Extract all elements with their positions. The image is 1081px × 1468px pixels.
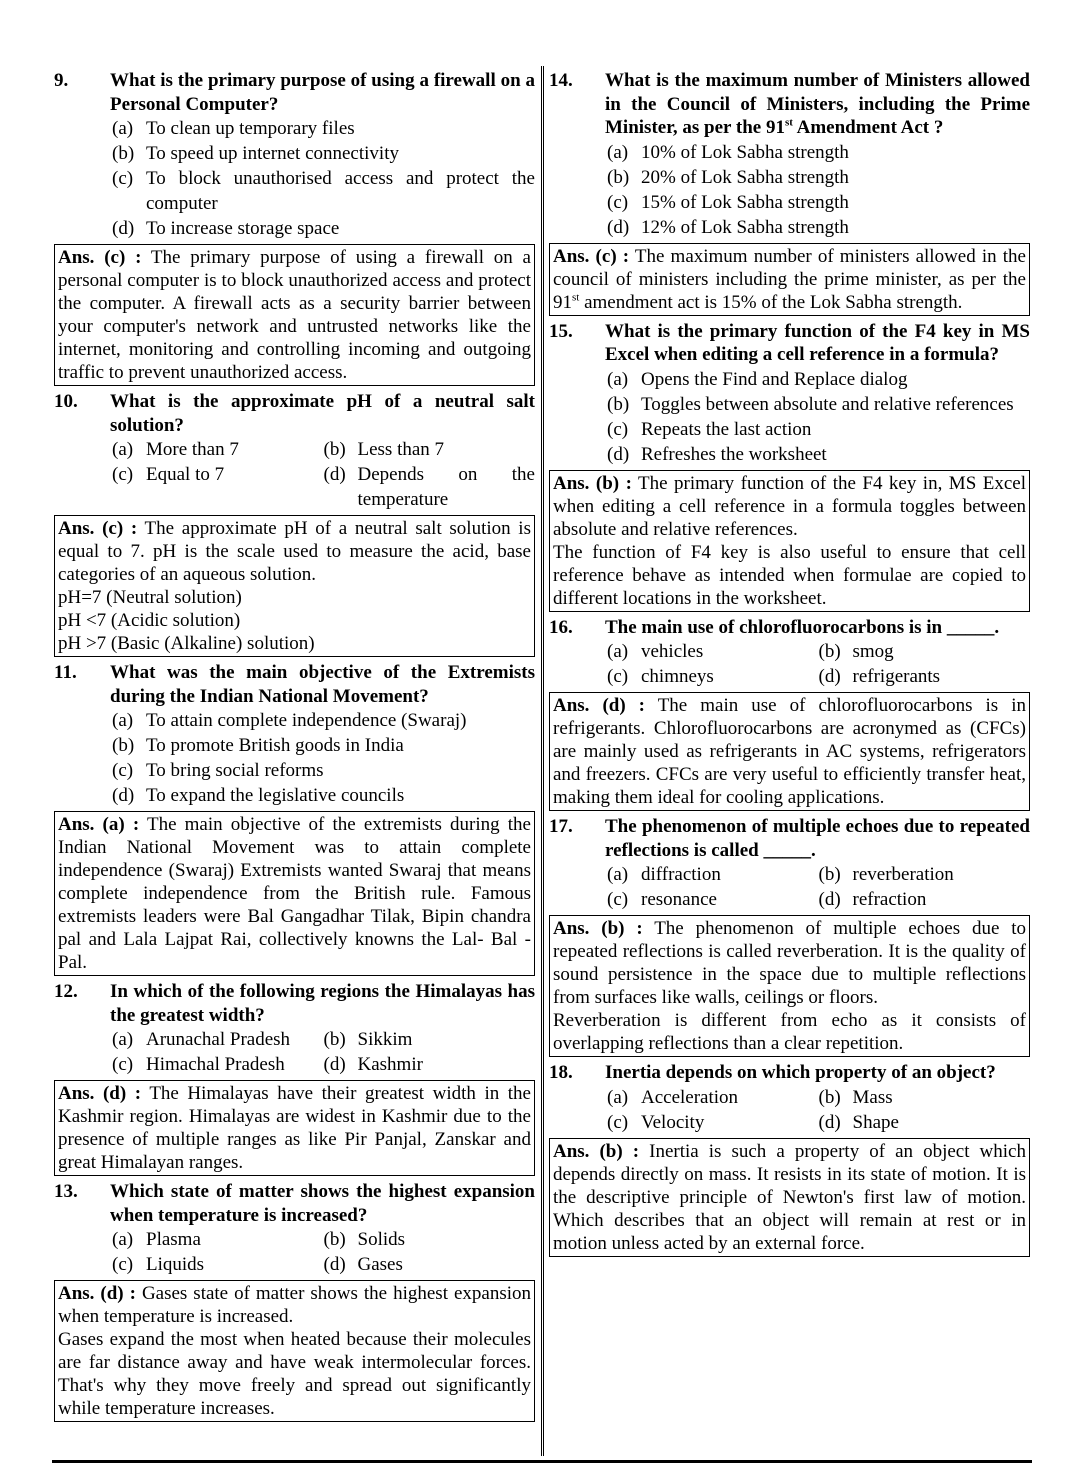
answer-text: Inertia is such a property of an object which depends directly on mass. It resists in its state of motion. It is the descriptive principle of Newton's first law of motion. Which describes that an object will remain at rest or in motion unless acted by an external force. — [553, 1140, 1026, 1254]
option-text: chimneys — [641, 666, 714, 687]
answer-paragraph — [58, 1082, 531, 1174]
answer-label: Ans. (a) : — [58, 814, 140, 835]
question — [54, 69, 535, 116]
option-text: Arunachal Pradesh — [146, 1029, 291, 1050]
question-block — [54, 390, 535, 657]
option — [112, 783, 535, 808]
question-number: 14. — [549, 70, 573, 91]
answer-text: Reverberation is different from echo as it consists of overlapping reflections than a clear repetition. — [553, 1010, 1026, 1054]
option-text: To attain complete independence (Swaraj) — [146, 710, 467, 731]
option-row — [607, 887, 1030, 912]
question-text: What was the main objective of the Extremists during the Indian National Movement? — [110, 662, 535, 707]
option — [112, 437, 324, 462]
question-text: In which of the following regions the Himalayas has the greatest width? — [110, 981, 535, 1026]
options-list — [607, 639, 1030, 689]
question — [549, 69, 1030, 140]
answer-label: Ans. (c) : — [553, 245, 630, 267]
answer-label: Ans. (b) : — [553, 472, 632, 494]
answer-box — [549, 243, 1030, 316]
option-text: Repeats the last action — [641, 418, 812, 440]
option-label: (c) — [112, 1254, 134, 1275]
question-block — [54, 661, 535, 976]
option-text: Sikkim — [357, 1029, 413, 1050]
question — [549, 1061, 1030, 1085]
question-number: 12. — [54, 981, 78, 1002]
question-text: Which state of matter shows the highest expansion when temperature is increased? — [110, 1181, 535, 1226]
option-text: To clean up temporary files — [146, 118, 355, 139]
answer-text: Gases expand the most when heated because their molecules are far distance away and have weak intermolecular forces. That's why they move freely and spread out significantly while temperature increases. — [58, 1329, 531, 1419]
answer-label: Ans. (d) : — [58, 1083, 142, 1104]
answer-label: Ans. (b) : — [553, 1140, 640, 1162]
question-block — [549, 1061, 1030, 1257]
option — [112, 1052, 324, 1077]
option-text: To promote British goods in India — [146, 735, 404, 756]
option-label: (a) — [607, 864, 629, 885]
option — [607, 442, 1030, 467]
question-text: The main use of chlorofluorocarbons is in _____. — [605, 616, 1000, 638]
option-text: 15% of Lok Sabha strength — [641, 191, 849, 213]
option — [324, 462, 536, 512]
column-divider — [541, 66, 544, 1456]
option-text: 12% of Lok Sabha strength — [641, 216, 849, 238]
option — [112, 1027, 324, 1052]
option — [819, 887, 1031, 912]
question-text: Inertia depends on which property of an object? — [605, 1062, 996, 1083]
option-text: To increase storage space — [146, 218, 340, 239]
option-text: Depends on the temperature — [357, 464, 535, 510]
answer-text: Gases state of matter shows the highest expansion when temperature is increased. — [58, 1283, 532, 1327]
question-text: What is the primary purpose of using a firewall on a Personal Computer? — [110, 70, 535, 115]
answer-text: The primary purpose of using a firewall on a personal computer is to block unauthorized access and protect the computer. A firewall acts as a security barrier between your computer's network and untrusted networks like the internet, monitoring and controlling incoming and outgoing traffic to prevent unauthorized access. — [58, 247, 531, 383]
answer-text: The primary function of the F4 key in, MS Excel when editing a cell reference in a formula toggles between absolute and relative references. — [553, 472, 1026, 540]
answer-box — [549, 692, 1030, 811]
option-text: Gases — [357, 1254, 403, 1275]
option-label: (b) — [818, 641, 841, 662]
option — [112, 166, 535, 216]
option-label: (b) — [607, 166, 630, 188]
answer-label: Ans. (c) : — [58, 518, 138, 539]
option — [607, 165, 1030, 190]
answer-paragraph — [58, 1328, 531, 1420]
option-row — [607, 1110, 1030, 1135]
option-label: (b) — [112, 735, 135, 756]
option-label: (c) — [607, 418, 629, 440]
option-label: (a) — [112, 439, 134, 460]
question — [54, 390, 535, 437]
answer-label: Ans. (c) : — [58, 247, 142, 268]
option-row — [112, 1052, 535, 1077]
option — [819, 1085, 1031, 1110]
option-label: (c) — [607, 1111, 629, 1133]
ordinal-suffix: st — [784, 116, 793, 129]
answer-box — [54, 244, 535, 386]
question-text: What is the maximum number of Ministers allowed in the Council of Ministers, including the Prime Minister, as per the 91st Amendment Act ? — [605, 70, 1030, 138]
option — [607, 140, 1030, 165]
option-label: (a) — [112, 118, 134, 139]
answer-text: The approximate pH of a neutral salt solution is equal to 7. pH is the scale used to measure the acid, base categories of an aqueous solution. — [58, 518, 531, 585]
answer-paragraph — [58, 632, 531, 655]
answer-box — [549, 470, 1030, 612]
option-label: (d) — [607, 216, 630, 238]
option-label: (b) — [818, 1086, 841, 1108]
option — [607, 862, 819, 887]
option — [112, 462, 324, 512]
option-text: reverberation — [852, 864, 954, 885]
option-text: resonance — [641, 889, 717, 910]
option-text: Less than 7 — [357, 439, 445, 460]
options-list — [607, 367, 1030, 467]
option-text: Liquids — [146, 1254, 205, 1275]
option-label: (a) — [607, 1086, 629, 1108]
answer-label: Ans. (b) : — [553, 918, 643, 939]
question-number: 18. — [549, 1062, 573, 1083]
options-list — [607, 140, 1030, 240]
option — [607, 367, 1030, 392]
option-row — [607, 862, 1030, 887]
answer-paragraph — [58, 813, 531, 974]
option-label: (a) — [607, 641, 629, 662]
option-text: To speed up internet connectivity — [146, 143, 399, 164]
option-text: 20% of Lok Sabha strength — [641, 166, 849, 188]
answer-label: Ans. (d) : — [58, 1283, 136, 1304]
option — [112, 708, 535, 733]
answer-box — [549, 1138, 1030, 1257]
option — [112, 733, 535, 758]
option-text: smog — [852, 641, 894, 662]
option-label: (c) — [112, 1054, 134, 1075]
option-row — [112, 462, 535, 512]
answer-text: The maximum number of ministers allowed in the council of ministers including the prime minister, as per the 91st amendment act is 15% of the Lok Sabha strength. — [553, 245, 1026, 313]
option-label: (b) — [818, 864, 841, 885]
option — [607, 190, 1030, 215]
answer-paragraph — [58, 586, 531, 609]
option-label: (c) — [607, 191, 629, 213]
options-list — [112, 437, 535, 512]
option-text: diffraction — [641, 864, 721, 885]
question — [549, 815, 1030, 862]
answer-text: The function of F4 key is also useful to ensure that cell reference behave as intended when formulae are copied to different locations in the worksheet. — [553, 541, 1026, 609]
answer-text: The main use of chlorofluorocarbons is in refrigerants. Chlorofluorocarbons are acronymed as (CFCs) are mainly used as refrigerants in AC systems, refrigerators and freezers. CFCs are very useful to efficiently transfer heat, making them ideal for cooling applications. — [553, 695, 1026, 808]
option-label: (a) — [607, 141, 629, 163]
left-column — [54, 66, 535, 1426]
answer-paragraph — [553, 472, 1026, 541]
option-text: Acceleration — [641, 1086, 739, 1108]
options-list — [112, 1027, 535, 1077]
question-number: 9. — [54, 70, 69, 91]
option-label: (d) — [323, 1054, 346, 1075]
option-text: vehicles — [641, 641, 704, 662]
option-text: Solids — [357, 1229, 406, 1250]
options-list — [607, 1085, 1030, 1135]
answer-paragraph — [553, 1009, 1026, 1055]
option-row — [607, 639, 1030, 664]
option-label: (d) — [112, 785, 135, 806]
answer-paragraph — [58, 1282, 531, 1328]
answer-paragraph — [553, 917, 1026, 1009]
answer-text: pH >7 (Basic (Alkaline) solution) — [58, 633, 315, 654]
option-text: Opens the Find and Replace dialog — [641, 368, 908, 390]
option-row — [607, 664, 1030, 689]
answer-box — [54, 515, 535, 657]
answer-text: pH <7 (Acidic solution) — [58, 610, 241, 631]
question-number: 10. — [54, 391, 78, 412]
question-text: What is the primary function of the F4 key in MS Excel when editing a cell reference in a formula? — [605, 320, 1030, 365]
option-label: (a) — [607, 368, 629, 390]
option — [324, 1052, 536, 1077]
answer-paragraph — [553, 245, 1026, 314]
option-label: (d) — [818, 1111, 841, 1133]
answer-text: pH=7 (Neutral solution) — [58, 587, 242, 608]
option-text: Equal to 7 — [146, 464, 225, 485]
option — [607, 1110, 819, 1135]
option-label: (c) — [112, 168, 134, 189]
question — [54, 980, 535, 1027]
option-label: (d) — [112, 218, 135, 239]
option-label: (c) — [607, 889, 629, 910]
option-text: refrigerants — [852, 666, 941, 687]
answer-box — [54, 1080, 535, 1176]
option-label: (c) — [607, 666, 629, 687]
option-label: (d) — [818, 889, 841, 910]
option — [607, 215, 1030, 240]
option — [112, 1252, 324, 1277]
option-text: 10% of Lok Sabha strength — [641, 141, 849, 163]
option-text: To block unauthorised access and protect the computer — [146, 168, 535, 214]
option — [607, 887, 819, 912]
answer-paragraph — [58, 609, 531, 632]
question-block — [549, 69, 1030, 316]
question — [549, 320, 1030, 367]
option — [819, 1110, 1031, 1135]
answer-label: Ans. (d) : — [553, 695, 646, 716]
question-number: 13. — [54, 1181, 78, 1202]
option-label: (b) — [323, 1229, 346, 1250]
question-block — [549, 616, 1030, 812]
option-label: (a) — [112, 1029, 134, 1050]
answer-box — [549, 915, 1030, 1057]
option — [324, 1252, 536, 1277]
option-row — [607, 1085, 1030, 1110]
question-block — [549, 320, 1030, 612]
question — [54, 1180, 535, 1227]
option — [324, 1027, 536, 1052]
answer-paragraph — [553, 1140, 1026, 1255]
answer-box — [54, 1280, 535, 1422]
option — [607, 639, 819, 664]
option-row — [112, 1027, 535, 1052]
option-text: Shape — [852, 1111, 899, 1133]
ordinal-suffix: st — [572, 291, 580, 304]
option-label: (b) — [323, 439, 346, 460]
option-label: (d) — [607, 443, 630, 465]
answer-text: The main objective of the extremists during the Indian National Movement was to attain complete independence (Swaraj) Extremists wanted Swaraj that means complete independence from the British rule. Famous extremists leaders were Bal Gangadhar Tilak, Bipin chandra pal and Lala Lajpat Rai, collectively knowns the Lal- Bal - Pal. — [58, 814, 531, 973]
option-label: (d) — [818, 666, 841, 687]
options-list — [607, 862, 1030, 912]
option — [819, 639, 1031, 664]
option-label: (b) — [323, 1029, 346, 1050]
option-text: Mass — [852, 1086, 893, 1108]
answer-box — [54, 811, 535, 976]
option-text: To expand the legislative councils — [146, 785, 405, 806]
option — [819, 664, 1031, 689]
answer-text: The Himalayas have their greatest width in the Kashmir region. Himalayas are widest in Kashmir due to the presence of multiple ranges as like Pir Panjal, Zanskar and great Himalayan ranges. — [58, 1083, 531, 1173]
option — [112, 216, 535, 241]
option-label: (b) — [607, 393, 630, 415]
question-number: 17. — [549, 816, 573, 837]
question-block — [54, 1180, 535, 1422]
question-block — [549, 815, 1030, 1057]
option — [607, 664, 819, 689]
right-column — [549, 66, 1030, 1261]
option-text: Kashmir — [357, 1054, 423, 1075]
question-number: 15. — [549, 320, 573, 342]
answer-text: The phenomenon of multiple echoes due to repeated reflections is called reverberation. It is the quality of sound persistence in the space due to multiple reflections from surfaces like walls, ceilings or floors. — [553, 918, 1026, 1008]
question-text: The phenomenon of multiple echoes due to repeated reflections is called _____. — [605, 816, 1030, 861]
option-label: (d) — [323, 464, 346, 485]
option — [112, 758, 535, 783]
option-row — [112, 437, 535, 462]
question-block — [54, 69, 535, 386]
option — [324, 437, 536, 462]
answer-paragraph — [553, 694, 1026, 809]
options-list — [112, 1227, 535, 1277]
option-row — [112, 1227, 535, 1252]
question-block — [54, 980, 535, 1176]
option — [112, 1227, 324, 1252]
option-text: Plasma — [146, 1229, 201, 1250]
option — [324, 1227, 536, 1252]
options-list — [112, 708, 535, 808]
option — [112, 116, 535, 141]
option-text: More than 7 — [146, 439, 239, 460]
option — [819, 862, 1031, 887]
question-number: 16. — [549, 616, 573, 638]
option — [607, 392, 1030, 417]
option — [112, 141, 535, 166]
options-list — [112, 116, 535, 241]
question-text: What is the approximate pH of a neutral salt solution? — [110, 391, 535, 436]
option-label: (c) — [112, 760, 134, 781]
option-label: (c) — [112, 464, 134, 485]
option-row — [112, 1252, 535, 1277]
option — [607, 1085, 819, 1110]
question — [549, 616, 1030, 640]
answer-paragraph — [58, 517, 531, 586]
option-text: Himachal Pradesh — [146, 1054, 285, 1075]
option-text: Refreshes the worksheet — [641, 443, 827, 465]
question — [54, 661, 535, 708]
option-label: (a) — [112, 710, 134, 731]
option-label: (a) — [112, 1229, 134, 1250]
footer-rule — [52, 1460, 1032, 1463]
answer-paragraph — [58, 246, 531, 384]
question-number: 11. — [54, 662, 77, 683]
option-text: To bring social reforms — [146, 760, 324, 781]
option-label: (b) — [112, 143, 135, 164]
option — [607, 417, 1030, 442]
option-text: Velocity — [641, 1111, 705, 1133]
answer-paragraph — [553, 541, 1026, 610]
option-text: Toggles between absolute and relative references — [641, 393, 1014, 415]
option-label: (d) — [323, 1254, 346, 1275]
option-text: refraction — [852, 889, 927, 910]
